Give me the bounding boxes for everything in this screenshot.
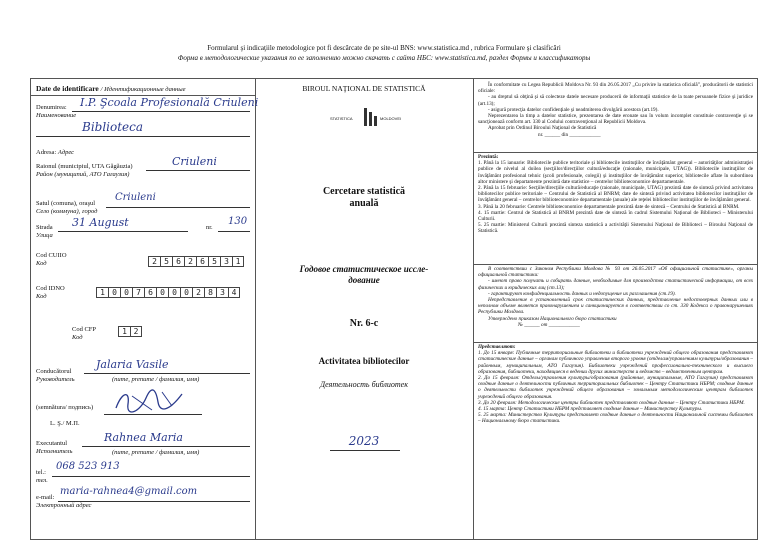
law-ro-block: În conformitate cu Legea Republicii Moldova Nr. 93 din 26.05.2017 „Cu privire la statistica oficială”, producătorii de statistici oficiale: - au dreptul să obţină şi să colecteze datele necesare producerii de informaţii statistice de la toate persoanele fizice şi juridice (art.13); - asigură protecţia datelor confidenţiale şi neadmiterea divulgării acestora (art.19). Neprezentarea la timp a datelor statistice, prezentarea de date eronate sau în volum incomplet constituie contravenţie şi se sancţionează conform art. 330 al Codului contravenţional al Republicii Moldova. Aprobat prin Ordinul Biroului Naţional de Statistică nr. ______ din ____________: [478, 82, 753, 138]
strada-value[interactable]: 31 August: [72, 216, 129, 229]
bureau-title: BIROUL NAŢIONAL DE STATISTICĂ: [302, 84, 426, 93]
raion-value[interactable]: Criuleni: [172, 155, 217, 168]
tel-value[interactable]: 068 523 913: [56, 461, 120, 472]
signature-image: [112, 386, 186, 416]
header-line-ru: Форма в методологические указания по ее заполнению можно скачать с сайта НБС: www.statistica.md, раздел Формы и классификаторы: [177, 54, 591, 62]
digit-cell[interactable]: 0: [168, 287, 180, 298]
nr-label: nr.: [206, 224, 213, 231]
identification-title: Date de identificare / Идентификационные данные: [36, 84, 186, 93]
semnatura-label: (semnătura/ подпись): [36, 404, 94, 411]
year-value[interactable]: 2023: [348, 434, 380, 448]
digit-cell[interactable]: 5: [208, 256, 220, 267]
cfp-ru: Код: [72, 334, 83, 341]
bns-logo: STATISTICA MOLDOVEI: [330, 106, 410, 130]
nr-value[interactable]: 130: [228, 216, 248, 227]
strada-ru: Улица: [36, 232, 53, 239]
executant-ru: Исполнитель: [36, 448, 73, 455]
digit-cell[interactable]: 2: [192, 287, 204, 298]
divider-left: [255, 78, 256, 540]
form-number: Nr. 6-c: [349, 318, 379, 329]
header-line-ro: Formularul şi indicaţiile metodologice pot fi descărcate de pe site-ul BNS: www.statistica.md , rubrica Formulare şi clasificări: [207, 44, 561, 52]
email-value[interactable]: maria-rahnea4@gmail.com: [60, 486, 198, 497]
ls-label: L. Ş./ М.П.: [50, 420, 80, 427]
divider-right: [473, 78, 474, 540]
cfp-label: Cod CFP: [72, 326, 97, 333]
cfp-cells[interactable]: [118, 326, 142, 337]
conducator-value[interactable]: Jalaria Vasile: [96, 358, 169, 371]
activity-ro: Activitatea bibliotecilor: [318, 356, 410, 366]
strada-label: Strada: [36, 224, 53, 231]
digit-cell[interactable]: 6: [172, 256, 184, 267]
digit-cell[interactable]: 0: [180, 287, 192, 298]
sat-value[interactable]: Criuleni: [115, 192, 156, 203]
denumirea-label: Denumirea:: [36, 104, 67, 111]
denumirea-value-2[interactable]: Biblioteca: [82, 120, 144, 134]
adresa-label: Adresa: Адрес: [36, 149, 75, 156]
executant-value[interactable]: Rahnea Maria: [104, 431, 183, 444]
cuiio-ru: Код: [36, 260, 47, 267]
digit-cell[interactable]: 2: [184, 256, 196, 267]
digit-cell[interactable]: 1: [96, 287, 108, 298]
tel-label: tel.:: [36, 469, 46, 476]
conducator-hint: (nume, prenume / фамилия, имя): [112, 376, 200, 383]
cuiio-label: Cod CUIIO: [36, 252, 67, 259]
digit-cell[interactable]: 0: [156, 287, 168, 298]
executant-hint: (nume, prenume / фамилия, имя): [112, 449, 200, 456]
title-ru: Годовое статистическое иссле- дование: [299, 264, 429, 285]
digit-cell[interactable]: 3: [216, 287, 228, 298]
tel-ru: тел.: [36, 477, 48, 484]
denumirea-ru: Наименование: [36, 112, 77, 119]
law-ru-block: В соответствии с Законом Республики Молдова № 93 от 26.05.2017 «Об официальной статистике», органы официальной статистики: - имеют право получать и собирать данные, необходимые для производства статистической информации, от всех физических и юридических лиц (ст.13); - гарантируют конфиденциальность данных и недопущение их разглашения (ст.19). Непредставление в установленный срок статистических данных, представление недостоверных данных или в неполном объеме является правонарушением и санкционируется в соответствии со ст. 330 Кодекса о правонарушениях Республики Молдова. Утверждено приказом Национального бюро статистики № ______ от ____________: [478, 266, 753, 328]
raion-ru: Район (муниципий, АТО Гагаузия): [36, 171, 130, 178]
digit-cell[interactable]: 6: [196, 256, 208, 267]
digit-cell[interactable]: 3: [220, 256, 232, 267]
idno-cells[interactable]: [96, 287, 240, 298]
title-ro: Cercetare statistică anuală: [322, 186, 406, 209]
sat-ru: Село (коммуна), город: [36, 208, 98, 215]
email-label: e-mail:: [36, 494, 55, 501]
digit-cell[interactable]: 1: [118, 326, 130, 337]
sat-label: Satul (comuna), oraşul: [36, 200, 96, 207]
digit-cell[interactable]: 8: [204, 287, 216, 298]
digit-cell[interactable]: 0: [120, 287, 132, 298]
digit-cell[interactable]: 2: [130, 326, 142, 337]
denumirea-value[interactable]: I.P. Şcoala Profesională Criuleni: [80, 96, 259, 109]
predstavlyayut-block: Представляют: 1. До 15 января: Публичные территориальные библиотеки и библиотеки учреждений общего образования представляют статистические данные – органам публичного управления второго уровня (отделам/управлениям культуры/образования – районным, муниципальным, АТО Гагаузия). Библиотеки учреждений профессионально-технического и высшего образования, библиотеки, находящиеся в ведении других министерств и ведомств – ведомственным центрам. 2. До 15 февраля: Отделы/управления культуры/образования (районные, муниципальные, АТО Гагаузия) представляют сводные данные о деятельности публичных территориальных библиотек – Центру Статистики НБРМ; сводные данные о деятельности библиотек учреждений общего образования – зональным методологическим центрам библиотек учреждений общего образования. 3. До 20 февраля: Методологические центры библиотек представляют сводные данные – Центру Статистики НБРМ. 4. 15 марта: Центр Статистики НБРМ представляет сводные данные – Министерству Культуры. 5. 25 марта: Министерство Культуры представляет сводные данные о деятельности Национальной системы библиотек – Национальному бюро статистики.: [478, 344, 753, 425]
prezinta-block: Prezintă: 1. Până la 15 ianuarie: Bibliotecile publice teritoriale şi bibliotecile instituţiilor de învăţământ general – autorităţilor administraţiei publice de nivelul al doilea (secţiilor/direcţiilor cultură/educaţie (raionale, municipale, UTAG)). Bibliotecile instituţiilor de învăţământ profesional tehnic (şcoli profesionale, colegii) şi instituţiilor de învăţământ superior, bibliotecile aflate în subordinea altor ministere şi departamente prezintă date statistice – centrelor biblioteconomice departamentale. 2. Până la 15 februarie: Secţiile/direcţiile cultură/educaţie (raionale, municipale, UTAG) prezintă date de sinteză privind activitatea bibliotecilor publice teritoriale – Centrului de Statistică al BNRM; date de sinteză privind activitatea bibliotecilor instituţiilor de învăţământ general – centrelor biblioteconomice departamentale (anuale) ale reţelei bibliotecilor instituţiilor de învăţământ general. 3. Până la 20 februarie: Centrele biblioteconomice departamentale prezintă date de sinteză – Centrului de Statistică al BNRM. 4. 15 martie: Centrul de Statistică al BNRM prezintă date de sinteză în cadrul Sistemului Naţional de Biblioteci – Ministerului Culturii. 5. 25 martie: Ministerul Culturii prezintă sinteza statistică a activităţii Sistemului Naţional de Biblioteci – Biroului Naţional de Statistică.: [478, 154, 753, 235]
digit-cell[interactable]: 6: [144, 287, 156, 298]
digit-cell[interactable]: 7: [132, 287, 144, 298]
digit-cell[interactable]: 2: [148, 256, 160, 267]
digit-cell[interactable]: 4: [228, 287, 240, 298]
idno-label: Cod IDNO: [36, 285, 65, 292]
raion-label: Raionul (municipiul, UTA Găgăuzia): [36, 163, 133, 170]
idno-ru: Код: [36, 293, 47, 300]
conducator-label: Conducătorul: [36, 368, 72, 375]
executant-label: Executantul: [36, 440, 68, 447]
conducator-ru: Руководитель: [36, 376, 75, 383]
digit-cell[interactable]: 5: [160, 256, 172, 267]
cuiio-cells[interactable]: [148, 256, 244, 267]
email-ru: Электронный адрес: [36, 502, 92, 509]
digit-cell[interactable]: 0: [108, 287, 120, 298]
digit-cell[interactable]: 1: [232, 256, 244, 267]
activity-ru: Деятельность библиотек: [320, 380, 408, 389]
